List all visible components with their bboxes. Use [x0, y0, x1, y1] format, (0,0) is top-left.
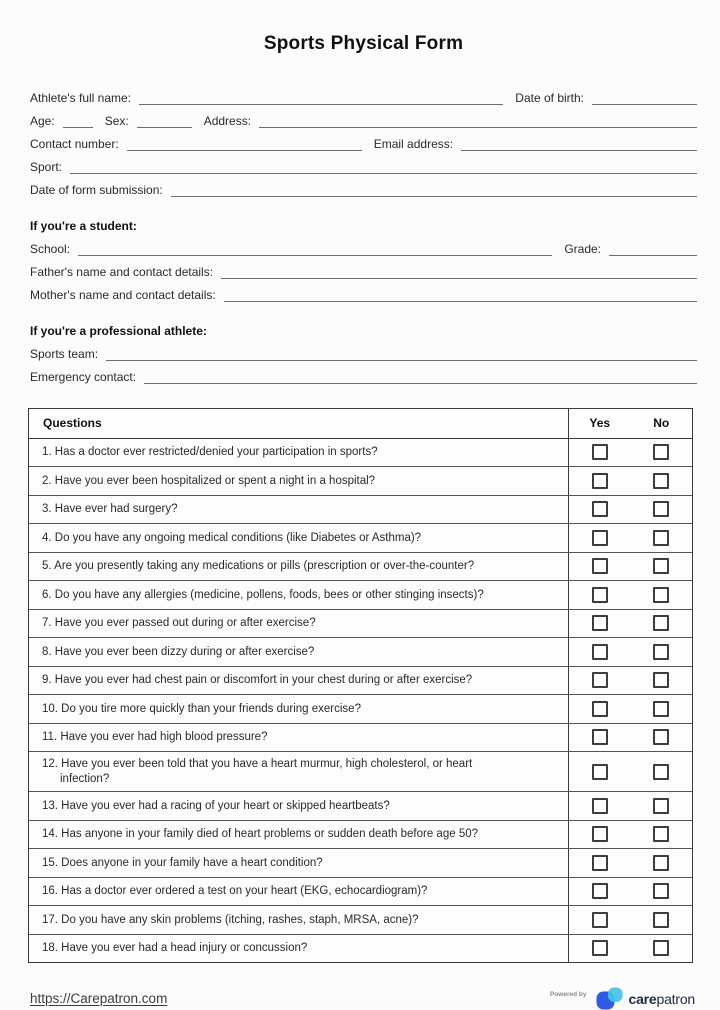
table-row — [29, 439, 692, 468]
row-sport — [30, 160, 697, 174]
yes-cell — [569, 587, 631, 603]
date-of-birth-label: Date of birth: — [515, 90, 584, 105]
question-text: 14. Has anyone in your family died of heart problems or sudden death before age 50? — [42, 828, 479, 840]
no-checkbox[interactable] — [653, 855, 669, 871]
question-cell — [29, 524, 568, 552]
question-cell — [29, 821, 568, 849]
question-cell — [29, 878, 568, 906]
professional-section-heading: If you're a professional athlete: — [30, 323, 207, 338]
no-cell — [631, 530, 693, 546]
question-text: 18. Have you ever had a head injury or concussion? — [42, 942, 308, 954]
yes-checkbox[interactable] — [592, 855, 608, 871]
answer-cell — [568, 792, 692, 820]
no-cell — [631, 701, 693, 717]
yes-column-header: Yes — [589, 416, 611, 430]
yes-cell — [569, 444, 631, 460]
no-checkbox[interactable] — [653, 473, 669, 489]
emergency-contact-label: Emergency contact: — [30, 369, 137, 384]
table-row — [29, 496, 692, 525]
answer-cell — [568, 724, 692, 752]
yes-checkbox[interactable] — [592, 701, 608, 717]
age-line[interactable] — [63, 118, 93, 128]
page-title: Sports Physical Form — [263, 33, 464, 54]
table-row — [29, 667, 692, 696]
no-cell — [631, 444, 693, 460]
row-form-submission — [30, 183, 697, 197]
answer-cell — [568, 439, 692, 467]
grade-label: Grade: — [564, 241, 601, 256]
sports-team-label: Sports team: — [30, 346, 99, 361]
questions-table — [28, 408, 693, 964]
carepatron-logo-icon — [596, 987, 623, 1010]
question-cell — [29, 581, 568, 609]
yes-cell — [569, 798, 631, 814]
question-cell — [29, 439, 568, 467]
yes-checkbox[interactable] — [592, 501, 608, 517]
no-checkbox[interactable] — [653, 501, 669, 517]
yes-cell — [569, 855, 631, 871]
form-submission-line[interactable] — [171, 187, 697, 197]
address-label: Address: — [203, 113, 252, 128]
question-cell — [29, 496, 568, 524]
email-address-label: Email address: — [373, 136, 454, 151]
yes-cell — [569, 912, 631, 928]
row-age-sex-address — [30, 114, 697, 128]
question-text: 13. Have you ever had a racing of your heart or skipped heartbeats? — [42, 799, 390, 812]
table-row — [29, 524, 692, 553]
date-of-birth-line[interactable] — [592, 95, 697, 105]
answer-cell — [568, 906, 692, 934]
answer-cell — [568, 610, 692, 638]
no-cell — [631, 940, 693, 956]
no-checkbox[interactable] — [653, 940, 669, 956]
contact-number-line[interactable] — [127, 141, 362, 151]
question-cell — [29, 792, 568, 820]
no-cell — [631, 764, 693, 780]
table-row — [29, 638, 692, 667]
no-cell — [631, 729, 693, 745]
mother-label: Mother's name and contact details: — [30, 287, 216, 302]
answer-cell — [568, 695, 692, 723]
sex-label: Sex: — [104, 113, 129, 128]
yes-checkbox[interactable] — [592, 473, 608, 489]
table-row — [29, 553, 692, 582]
yes-checkbox[interactable] — [592, 444, 608, 460]
no-checkbox[interactable] — [653, 672, 669, 688]
answer-cell — [568, 849, 692, 877]
answer-cell — [568, 821, 692, 849]
school-label: School: — [30, 241, 71, 256]
table-row — [29, 849, 692, 878]
answers-column-header — [568, 409, 692, 438]
brand-care: care — [628, 990, 657, 1007]
yes-cell — [569, 473, 631, 489]
question-text: 6. Do you have any allergies (medicine, pollens, foods, bees or other stinging insects)? — [42, 588, 484, 601]
yes-checkbox[interactable] — [592, 826, 608, 842]
question-cell — [29, 610, 568, 638]
question-text: 8. Have you ever been dizzy during or after exercise? — [42, 645, 315, 658]
answer-cell — [568, 581, 692, 609]
no-cell — [631, 615, 693, 631]
sex-line[interactable] — [137, 118, 192, 128]
question-text: 15. Does anyone in your family have a heart condition? — [42, 856, 323, 869]
no-cell — [631, 501, 693, 517]
yes-checkbox[interactable] — [592, 672, 608, 688]
answer-cell — [568, 667, 692, 695]
yes-checkbox[interactable] — [592, 729, 608, 745]
table-row — [29, 752, 692, 792]
table-row — [29, 935, 692, 963]
answer-cell — [568, 935, 692, 963]
address-line[interactable] — [259, 118, 697, 128]
table-row — [29, 695, 692, 724]
questions-table-header — [29, 409, 692, 439]
yes-cell — [569, 615, 631, 631]
no-checkbox[interactable] — [653, 644, 669, 660]
no-checkbox[interactable] — [653, 530, 669, 546]
no-checkbox[interactable] — [653, 615, 669, 631]
yes-cell — [569, 672, 631, 688]
question-cell — [29, 752, 568, 791]
age-label: Age: — [30, 113, 55, 128]
yes-checkbox[interactable] — [592, 798, 608, 814]
yes-checkbox[interactable] — [592, 587, 608, 603]
question-text: 10. Do you tire more quickly than your friends during exercise? — [42, 702, 361, 715]
row-sports-team — [30, 347, 697, 361]
yes-checkbox[interactable] — [592, 940, 608, 956]
row-school-grade — [30, 242, 697, 256]
sport-label: Sport: — [30, 159, 63, 174]
no-cell — [631, 855, 693, 871]
question-text: 5. Are you presently taking any medications or pills (prescription or over-the-counter? — [42, 560, 475, 572]
no-cell — [631, 558, 693, 574]
footer — [30, 987, 697, 1010]
yes-cell — [569, 558, 631, 574]
question-text: 12. Have you ever been told that you have a heart murmur, high cholesterol, or heart infection? — [42, 758, 473, 785]
answer-cell — [568, 638, 692, 666]
no-checkbox[interactable] — [653, 826, 669, 842]
row-athlete-name — [30, 91, 697, 105]
yes-cell — [569, 644, 631, 660]
no-checkbox[interactable] — [653, 558, 669, 574]
brand-patron: patron — [656, 990, 695, 1007]
table-row — [29, 792, 692, 821]
question-cell — [29, 667, 568, 695]
no-cell — [631, 912, 693, 928]
no-checkbox[interactable] — [653, 701, 669, 717]
contact-number-label: Contact number: — [30, 136, 119, 151]
questions-table-body — [29, 439, 692, 963]
no-cell — [631, 798, 693, 814]
table-row — [29, 610, 692, 639]
no-checkbox[interactable] — [653, 587, 669, 603]
yes-checkbox[interactable] — [592, 912, 608, 928]
grade-line[interactable] — [609, 246, 697, 256]
yes-checkbox[interactable] — [592, 644, 608, 660]
yes-cell — [569, 826, 631, 842]
yes-cell — [569, 701, 631, 717]
no-checkbox[interactable] — [653, 798, 669, 814]
no-cell — [631, 473, 693, 489]
question-cell — [29, 724, 568, 752]
table-row — [29, 906, 692, 935]
question-cell — [29, 638, 568, 666]
yes-checkbox[interactable] — [592, 615, 608, 631]
question-cell — [29, 695, 568, 723]
row-emergency-contact — [30, 370, 697, 384]
yes-checkbox[interactable] — [592, 558, 608, 574]
form-submission-label: Date of form submission: — [30, 182, 163, 197]
yes-checkbox[interactable] — [592, 883, 608, 899]
question-cell — [29, 467, 568, 495]
row-mother — [30, 288, 697, 302]
athlete-name-label: Athlete's full name: — [30, 90, 132, 105]
email-address-line[interactable] — [461, 141, 697, 151]
question-text: 3. Have ever had surgery? — [42, 503, 178, 515]
no-checkbox[interactable] — [653, 883, 669, 899]
table-row — [29, 878, 692, 907]
question-cell — [29, 553, 568, 581]
no-cell — [631, 587, 693, 603]
answer-cell — [568, 752, 692, 791]
school-line[interactable] — [78, 246, 552, 256]
father-line[interactable] — [221, 269, 697, 279]
no-column-header: No — [653, 416, 670, 430]
row-father — [30, 265, 697, 279]
brand-wordmark — [628, 991, 695, 1007]
no-cell — [631, 883, 693, 899]
yes-cell — [569, 501, 631, 517]
table-row — [29, 581, 692, 610]
yes-cell — [569, 883, 631, 899]
no-checkbox[interactable] — [653, 729, 669, 745]
brand-box — [550, 987, 695, 1010]
no-cell — [631, 644, 693, 660]
questions-column-header: Questions — [43, 416, 102, 430]
question-text: 2. Have you ever been hospitalized or spent a night in a hospital? — [42, 474, 376, 487]
question-text: 4. Do you have any ongoing medical conditions (like Diabetes or Asthma)? — [42, 531, 422, 544]
yes-checkbox[interactable] — [592, 764, 608, 780]
table-row — [29, 821, 692, 850]
no-checkbox[interactable] — [653, 444, 669, 460]
question-text: 7. Have you ever passed out during or after exercise? — [42, 617, 316, 629]
yes-cell — [569, 764, 631, 780]
student-section-heading: If you're a student: — [30, 218, 137, 233]
row-contact-email — [30, 137, 697, 151]
question-text: 11. Have you ever had high blood pressure? — [42, 731, 268, 743]
question-text: 16. Has a doctor ever ordered a test on your heart (EKG, echocardiogram)? — [42, 885, 428, 897]
answer-cell — [568, 467, 692, 495]
powered-by-label: Powered by — [550, 991, 587, 998]
question-text: 9. Have you ever had chest pain or discomfort in your chest during or after exercise? — [42, 674, 473, 686]
father-label: Father's name and contact details: — [30, 264, 214, 279]
sport-line[interactable] — [70, 164, 697, 174]
no-checkbox[interactable] — [653, 764, 669, 780]
no-checkbox[interactable] — [653, 912, 669, 928]
carepatron-link[interactable]: https://Carepatron.com — [30, 991, 168, 1006]
answer-cell — [568, 496, 692, 524]
question-text: 17. Do you have any skin problems (itching, rashes, staph, MRSA, acne)? — [42, 913, 419, 926]
sports-team-line[interactable] — [106, 351, 697, 361]
emergency-contact-line[interactable] — [144, 374, 697, 384]
answer-cell — [568, 553, 692, 581]
question-cell — [29, 849, 568, 877]
athlete-name-line[interactable] — [139, 95, 503, 105]
mother-line[interactable] — [224, 292, 697, 302]
question-cell — [29, 935, 568, 963]
yes-checkbox[interactable] — [592, 530, 608, 546]
no-cell — [631, 826, 693, 842]
yes-cell — [569, 940, 631, 956]
no-cell — [631, 672, 693, 688]
yes-cell — [569, 729, 631, 745]
question-text: 1. Has a doctor ever restricted/denied your participation in sports? — [42, 446, 378, 458]
table-row — [29, 467, 692, 496]
yes-cell — [569, 530, 631, 546]
question-cell — [29, 906, 568, 934]
table-row — [29, 724, 692, 753]
answer-cell — [568, 878, 692, 906]
answer-cell — [568, 524, 692, 552]
